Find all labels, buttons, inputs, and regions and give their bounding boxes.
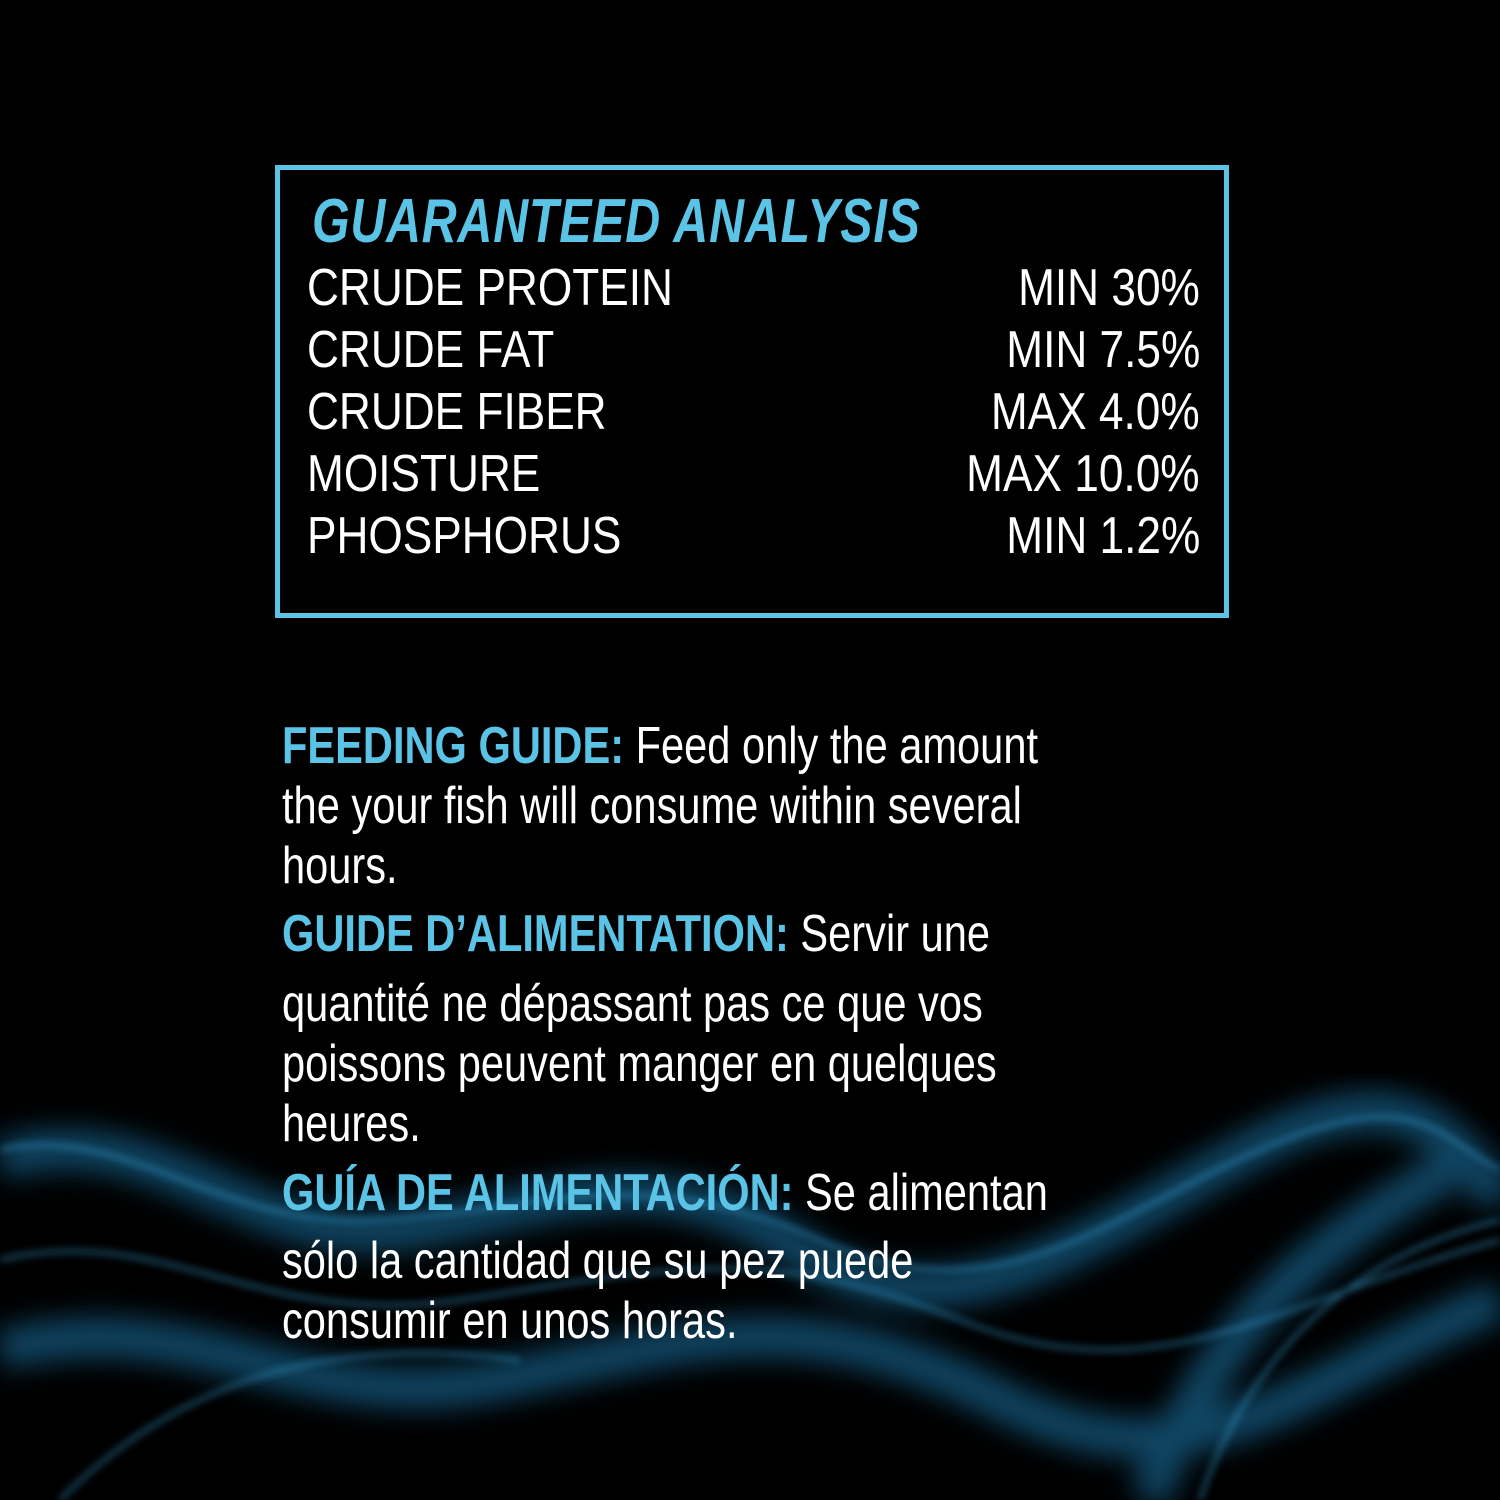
nutrient-name: CRUDE FAT bbox=[307, 321, 555, 379]
nutrient-value: MIN 30% bbox=[1018, 259, 1200, 317]
analysis-row bbox=[307, 506, 1200, 568]
nutrient-name: PHOSPHORUS bbox=[307, 507, 622, 565]
analysis-row bbox=[307, 444, 1200, 506]
nutrient-value: MAX 10.0% bbox=[966, 445, 1200, 503]
analysis-row bbox=[307, 382, 1200, 444]
feeding-guide-fr-line: quantité ne dépassant pas ce que vos bbox=[282, 975, 983, 1033]
nutrient-value: MIN 1.2% bbox=[1005, 507, 1200, 565]
text: Se alimentan bbox=[793, 1164, 1048, 1222]
analysis-row bbox=[307, 320, 1200, 382]
text: Servir une bbox=[788, 905, 991, 963]
feeding-guide-en-line: hours. bbox=[282, 837, 398, 895]
feeding-guide-fr-line: poissons peuvent manger en quelques bbox=[282, 1035, 997, 1093]
feeding-guide-fr-line bbox=[282, 904, 990, 964]
nutrient-name: CRUDE PROTEIN bbox=[307, 259, 673, 317]
feeding-guide-es-line: consumir en unos horas. bbox=[282, 1292, 738, 1350]
nutrient-name: CRUDE FIBER bbox=[307, 383, 607, 441]
feeding-guide-en-heading: FEEDING GUIDE: bbox=[282, 717, 625, 775]
nutrient-value: MAX 4.0% bbox=[991, 383, 1200, 441]
analysis-row bbox=[307, 258, 1200, 320]
feeding-guide-es-line: sólo la cantidad que su pez puede bbox=[282, 1232, 914, 1290]
text: Feed only the amount bbox=[624, 717, 1039, 775]
nutrient-value: MIN 7.5% bbox=[1005, 321, 1200, 379]
nutrient-name: MOISTURE bbox=[307, 445, 541, 503]
feeding-guide-en-line bbox=[282, 716, 1038, 776]
feeding-guide-fr-heading: GUIDE D’ALIMENTATION: bbox=[282, 905, 789, 963]
feeding-guide-es-heading: GUÍA DE ALIMENTACIÓN: bbox=[282, 1164, 794, 1222]
feeding-guide-en-line: the your fish will consume within several bbox=[282, 777, 1022, 835]
feeding-guide-es-line bbox=[282, 1163, 1048, 1223]
analysis-title: GUARANTEED ANALYSIS bbox=[312, 187, 921, 256]
feeding-guide-fr-line: heures. bbox=[282, 1095, 421, 1153]
